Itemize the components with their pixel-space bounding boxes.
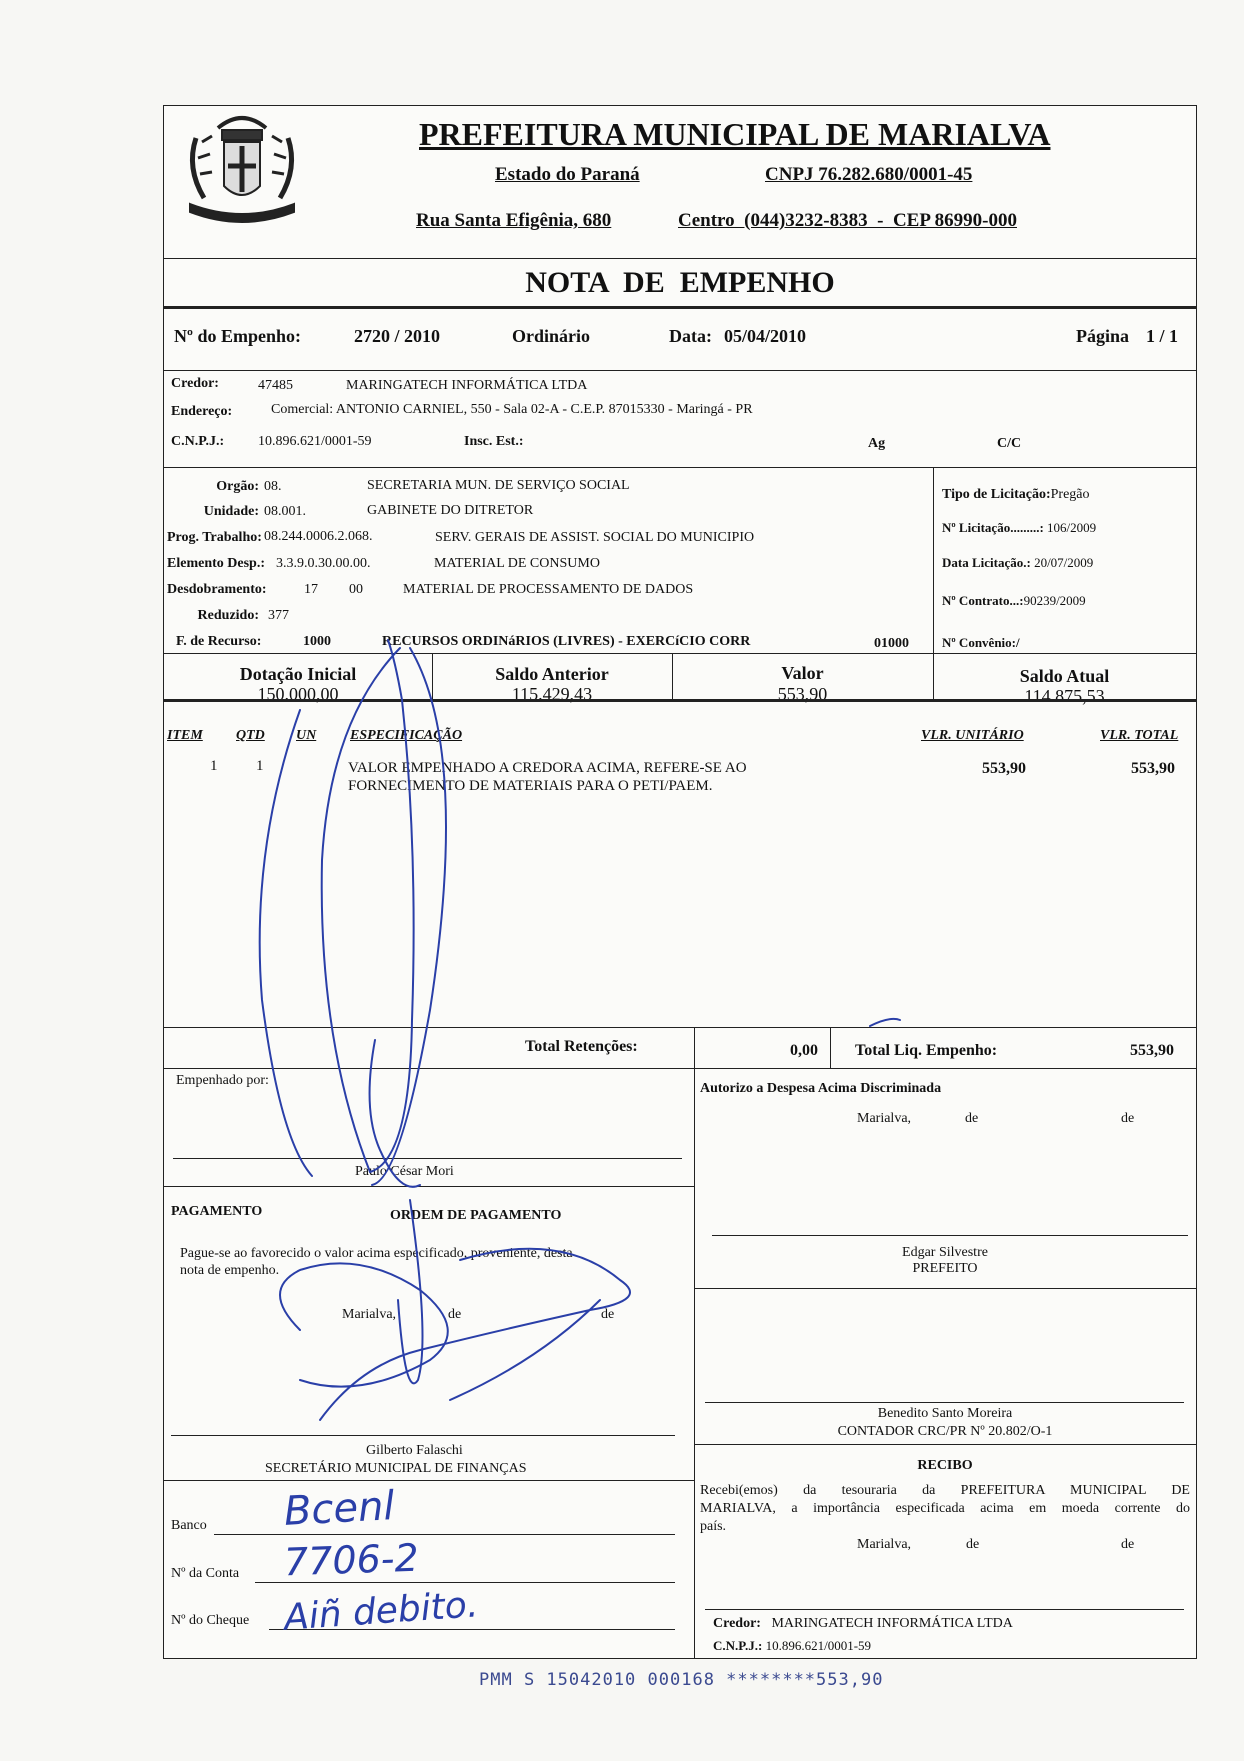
total-retencoes-value: 0,00 [790, 1042, 818, 1059]
saldo-atual-value: 114.875,53 [1024, 686, 1105, 706]
contador-title: CONTADOR CRC/PR Nº 20.802/O-1 [837, 1424, 1053, 1439]
item-total-value: 553,90 [1131, 760, 1175, 777]
contador-name: Benedito Santo Moreira [877, 1406, 1013, 1421]
recibo-cnpj-label: C.N.P.J.: [713, 1638, 763, 1653]
numero-contrato-value: 90239/2009 [1023, 593, 1086, 608]
dotacao-inicial-value: 150.000,00 [257, 684, 339, 704]
data-licitacao-value: 20/07/2009 [1034, 555, 1094, 570]
address-header: Rua Santa Efigênia, 680 [416, 210, 612, 231]
reduzido-code: 377 [268, 608, 289, 623]
ag-label: Ag [868, 436, 886, 451]
saldo-anterior-label: Saldo Anterior [495, 664, 609, 684]
saldo-anterior-value: 115.429,43 [511, 684, 593, 704]
banco-handwritten: Bcenl [282, 1483, 396, 1535]
total-liquido-value: 553,90 [1130, 1042, 1174, 1059]
state-name: Estado do Paraná [495, 164, 640, 185]
col-header-especificacao: ESPECIFICAÇÃO [350, 728, 463, 743]
recibo-text-1: Recebi(emos) da tesouraria da PREFEITURA MUNICIPAL DE [700, 1483, 1190, 1498]
page-number: 1 / 1 [1146, 326, 1179, 346]
payment-stamp: PMM S 15042010 000168 ********553,90 [479, 1670, 884, 1690]
credor-code: 47485 [258, 378, 293, 393]
unidade-name: GABINETE DO DITRETOR [367, 503, 534, 518]
recibo-cnpj-value: 10.896.621/0001-59 [765, 1638, 872, 1653]
elemento-code: 3.3.9.0.30.00.00. [276, 556, 371, 571]
banco-label: Banco [171, 1518, 207, 1533]
pague-se-line-1: Pague-se ao favorecido o valor acima especificado, proveniente, desta [180, 1246, 573, 1261]
recibo-credor-label: Credor: [713, 1616, 761, 1631]
desdobramento-code-2: 00 [349, 582, 363, 597]
reduzido-label: Reduzido: [197, 608, 259, 623]
insc-est-label: Insc. Est.: [464, 434, 524, 449]
numero-licitacao-value: 106/2009 [1047, 520, 1097, 535]
recibo-de-1: de [966, 1537, 980, 1552]
elemento-label: Elemento Desp.: [167, 556, 265, 571]
secretario-title: SECRETÁRIO MUNICIPAL DE FINANÇAS [265, 1461, 527, 1476]
cc-label: C/C [997, 436, 1022, 451]
cheque-handwritten: Aiñ debito. [282, 1584, 480, 1639]
prog-trabalho-code: 08.244.0006.2.068. [264, 529, 373, 544]
recibo-city: Marialva, [857, 1537, 912, 1552]
ordem-pagamento-label: ORDEM DE PAGAMENTO [390, 1208, 562, 1223]
col-header-un: UN [296, 728, 317, 743]
recurso-code-2: 01000 [874, 636, 909, 651]
contact-header: Centro (044)3232-8383 - CEP 86990-000 [678, 210, 1017, 231]
numero-licitacao-label: Nº Licitação.........: [942, 520, 1044, 535]
col-header-vlr-total: VLR. TOTAL [1100, 728, 1179, 743]
item-number: 1 [210, 758, 218, 774]
col-header-item: ITEM [167, 728, 203, 743]
credor-name: MARINGATECH INFORMÁTICA LTDA [346, 378, 588, 393]
elemento-name: MATERIAL DE CONSUMO [434, 556, 600, 571]
recurso-name: RECURSOS ORDINáRIOS (LIVRES) - EXERCíCIO CORR [382, 634, 751, 649]
tipo-licitacao-value: Pregão [1050, 487, 1090, 502]
empenhado-por-name: Paulo César Mori [355, 1164, 454, 1179]
autorizo-label: Autorizo a Despesa Acima Discriminada [700, 1081, 942, 1096]
pagamento-city: Marialva, [342, 1307, 397, 1322]
empenho-type: Ordinário [512, 326, 591, 346]
saldo-atual-label: Saldo Atual [1019, 666, 1110, 686]
desdobramento-label: Desdobramento: [167, 582, 267, 597]
empenho-date-label: Data: [669, 326, 712, 346]
empenho-date: 05/04/2010 [724, 326, 807, 346]
total-liquido-label: Total Liq. Empenho: [855, 1042, 998, 1059]
empenho-number: 2720 / 2010 [354, 326, 441, 346]
cheque-label: Nº do Cheque [171, 1613, 250, 1628]
col-header-vlr-unitario: VLR. UNITÁRIO [921, 728, 1024, 743]
pagamento-label: PAGAMENTO [171, 1204, 263, 1219]
numero-convenio-label: Nº Convênio:/ [942, 635, 1020, 650]
document-title: NOTA DE EMPENHO [525, 266, 835, 299]
autorizo-city: Marialva, [857, 1111, 912, 1126]
recurso-label: F. de Recurso: [176, 634, 262, 649]
desdobramento-code-1: 17 [304, 582, 318, 597]
autorizo-de-2: de [1121, 1111, 1135, 1126]
recibo-de-2: de [1121, 1537, 1135, 1552]
pagamento-de-2: de [601, 1307, 615, 1322]
col-header-qtd: QTD [236, 728, 265, 743]
orgao-code: 08. [264, 479, 282, 494]
numero-contrato-label: Nº Contrato...: [942, 593, 1024, 608]
autorizo-de-1: de [965, 1111, 979, 1126]
dotacao-inicial-label: Dotação Inicial [239, 664, 357, 684]
item-description-line-1: VALOR EMPENHADO A CREDORA ACIMA, REFERE-SE AO [348, 760, 747, 776]
empenho-number-label: Nº do Empenho: [174, 326, 301, 346]
conta-label: Nº da Conta [171, 1566, 240, 1581]
pagamento-de-1: de [448, 1307, 462, 1322]
credor-address: Comercial: ANTONIO CARNIEL, 550 - Sala 02-A - C.E.P. 87015330 - Maringá - PR [271, 402, 753, 417]
conta-handwritten: 7706-2 [283, 1535, 420, 1585]
prog-trabalho-name: SERV. GERAIS DE ASSIST. SOCIAL DO MUNICIPIO [435, 530, 755, 545]
orgao-name: SECRETARIA MUN. DE SERVIÇO SOCIAL [367, 478, 630, 493]
recibo-text-2: MARIALVA, a importância especificada acima em moeda corrente do [700, 1501, 1190, 1516]
page-label: Página [1076, 326, 1130, 346]
recurso-code: 1000 [303, 634, 331, 649]
recibo-title: RECIBO [917, 1458, 973, 1473]
unidade-code: 08.001. [264, 504, 306, 519]
prefeito-name: Edgar Silvestre [902, 1245, 988, 1260]
item-unit-value: 553,90 [982, 760, 1026, 777]
valor-value: 553,90 [777, 684, 828, 704]
total-retencoes-label: Total Retenções: [525, 1038, 638, 1055]
prefeitura-title: PREFEITURA MUNICIPAL DE MARIALVA [419, 116, 1051, 152]
credor-label: Credor: [171, 376, 219, 391]
recibo-text-3: país. [700, 1519, 727, 1534]
orgao-label: Orgão: [216, 479, 259, 494]
data-licitacao-label: Data Licitação.: [942, 555, 1031, 570]
cnpj-label: C.N.P.J.: [171, 434, 225, 449]
item-description-line-2: FORNECIMENTO DE MATERIAIS PARA O PETI/PAEM. [348, 778, 713, 794]
pague-se-line-2: nota de empenho. [180, 1263, 280, 1278]
secretario-name: Gilberto Falaschi [366, 1443, 463, 1458]
empenhado-por-label: Empenhado por: [176, 1073, 269, 1088]
endereco-label: Endereço: [171, 404, 233, 419]
cnpj-header: CNPJ 76.282.680/0001-45 [765, 164, 973, 185]
item-qtd: 1 [256, 758, 264, 774]
prefeito-title: PREFEITO [912, 1261, 978, 1276]
desdobramento-name: MATERIAL DE PROCESSAMENTO DE DADOS [403, 582, 694, 597]
recibo-credor-name: MARINGATECH INFORMÁTICA LTDA [771, 1616, 1013, 1631]
tipo-licitacao-label: Tipo de Licitação: [942, 487, 1051, 502]
valor-label: Valor [781, 663, 824, 683]
credor-cnpj: 10.896.621/0001-59 [258, 434, 372, 449]
prog-trabalho-label: Prog. Trabalho: [167, 530, 262, 545]
unidade-label: Unidade: [203, 504, 259, 519]
